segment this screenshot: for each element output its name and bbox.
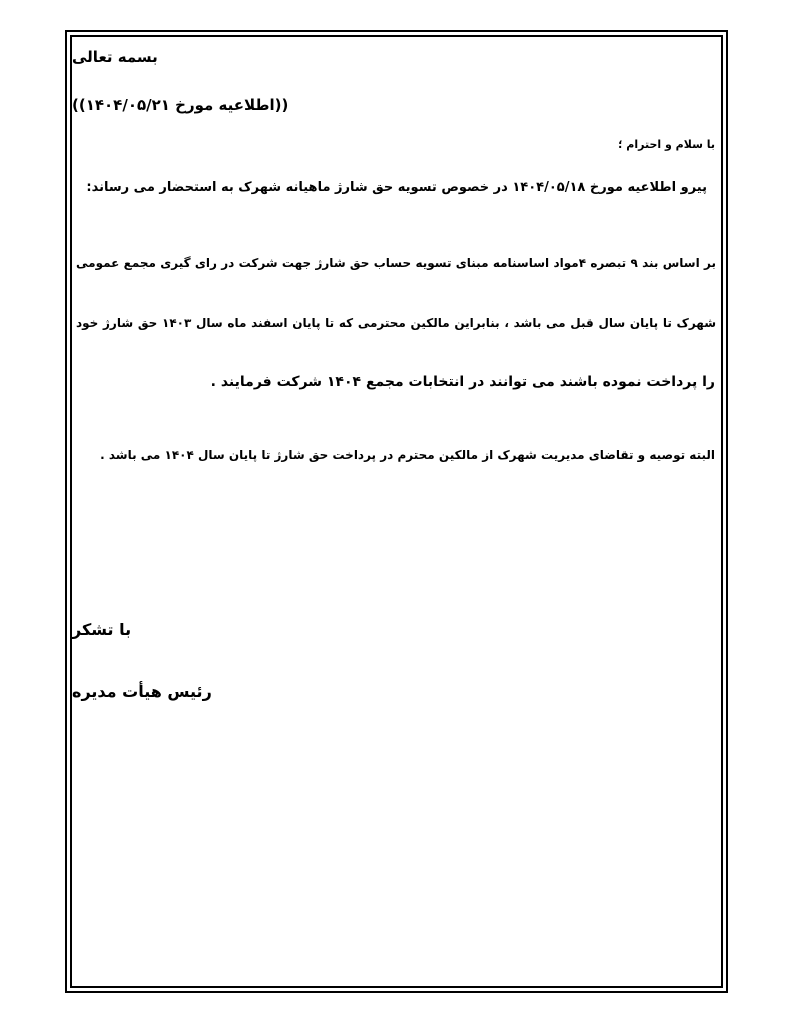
closing-text: با تشکر bbox=[72, 620, 132, 639]
intro-paragraph: پیرو اطلاعیه مورخ ۱۴۰۴/۰۵/۱۸ در خصوص تسویه حق شارژ ماهیانه شهرک به استحضار می رساند: bbox=[86, 180, 707, 195]
recommendation-paragraph: البته توصیه و تقاضای مدیریت شهرک از مالکین محترم در پرداخت حق شارژ تا پایان سال ۱۴۰۴ می باشد . bbox=[100, 448, 715, 462]
body-paragraph-line-1: بر اساس بند ۹ تبصره ۴مواد اساسنامه مبنای تسویه حساب حق شارژ جهت شرکت در رای گیری مجمع عمومی bbox=[76, 256, 716, 270]
document-subheading: ((اطلاعیه مورخ ۱۴۰۴/۰۵/۲۱)) bbox=[72, 96, 289, 114]
document-heading: بسمه تعالی bbox=[72, 48, 158, 66]
signature-title: رئیس هیأت مدیره bbox=[72, 682, 212, 701]
body-paragraph-line-2: شهرک تا پایان سال قبل می باشد ، بنابراین مالکین محترمی که تا پایان اسفند ماه سال ۱۴۰۳ حق شارژ خود bbox=[76, 316, 717, 330]
page-border-inner bbox=[70, 35, 723, 988]
greeting-text: با سلام و احترام ؛ bbox=[618, 138, 715, 151]
body-paragraph-line-3: را پرداخت نموده باشند می توانند در انتخابات مجمع ۱۴۰۴ شرکت فرمایند . bbox=[210, 374, 715, 390]
